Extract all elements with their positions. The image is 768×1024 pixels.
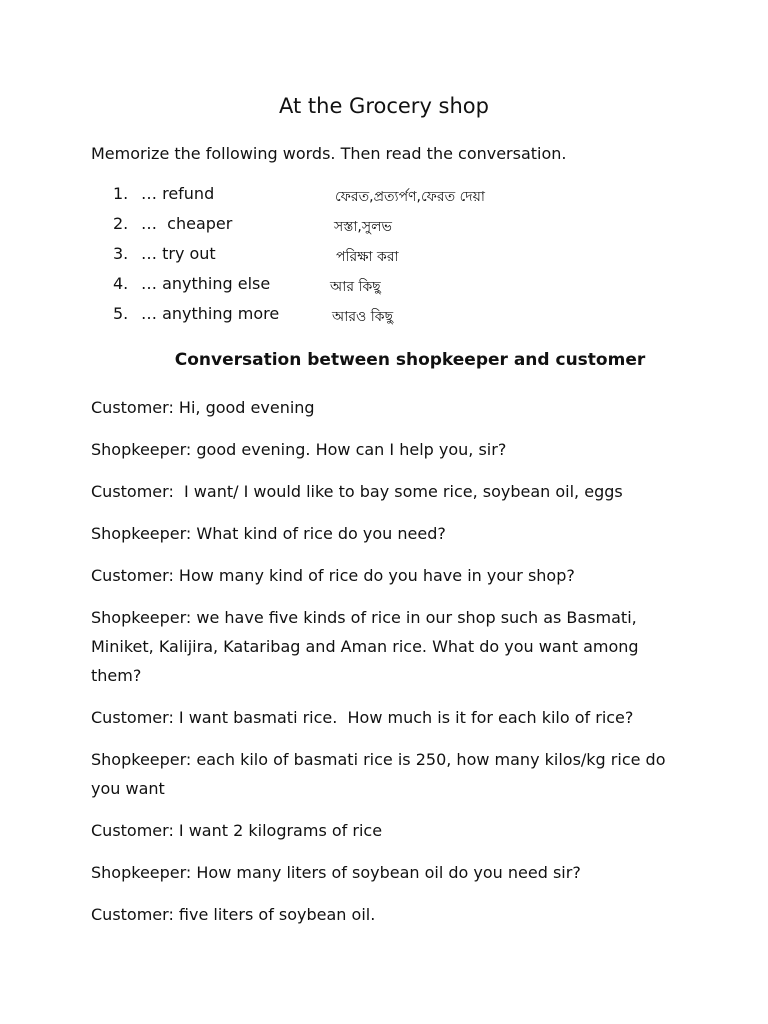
bangla-translation: আর কিছু	[330, 279, 381, 295]
dialogue-line: Customer: five liters of soybean oil.	[91, 905, 376, 924]
item-number: 3.	[113, 244, 129, 263]
vocabulary-item	[113, 304, 593, 334]
conversation	[91, 393, 681, 942]
item-number: 2.	[113, 214, 129, 233]
page-title: At the Grocery shop	[279, 94, 489, 118]
item-number: 4.	[113, 274, 129, 293]
dialogue-line: Customer: I want/ I would like to bay some rice, soybean oil, eggs	[91, 482, 623, 501]
dialogue-line: Shopkeeper: How many liters of soybean oil do you need sir?	[91, 863, 581, 882]
vocabulary-item	[113, 274, 593, 304]
english-word: … anything more	[141, 304, 280, 323]
dialogue-line: Shopkeeper: we have five kinds of rice in our shop such as Basmati, Miniket, Kalijira, Kataribag and Aman rice. What do you want among them?	[91, 608, 644, 685]
english-word: … anything else	[141, 274, 271, 293]
vocabulary-item	[113, 184, 593, 214]
vocabulary-item	[113, 244, 593, 274]
vocabulary-list	[113, 184, 593, 334]
bangla-translation: পরিক্ষা করা	[336, 249, 399, 265]
bangla-translation: আরও কিছু	[332, 309, 394, 325]
dialogue-line: Customer: Hi, good evening	[91, 398, 315, 417]
bangla-translation: সস্তা,সুলভ	[334, 219, 392, 235]
dialogue-line: Customer: I want 2 kilograms of rice	[91, 821, 383, 840]
intro-text: Memorize the following words. Then read the conversation.	[91, 144, 567, 163]
vocabulary-item	[113, 214, 593, 244]
dialogue-line: Customer: I want basmati rice. How much is it for each kilo of rice?	[91, 708, 634, 727]
conversation-heading: Conversation between shopkeeper and customer	[174, 350, 646, 370]
dialogue-line: Customer: How many kind of rice do you have in your shop?	[91, 566, 575, 585]
english-word: … cheaper	[141, 214, 233, 233]
english-word: … try out	[141, 244, 216, 263]
bangla-translation: ফেরত,প্রত্যর্পণ,ফেরত দেয়া	[335, 189, 485, 205]
item-number: 1.	[113, 184, 129, 203]
dialogue-line: Shopkeeper: each kilo of basmati rice is 250, how many kilos/kg rice do you want	[91, 750, 671, 798]
item-number: 5.	[113, 304, 129, 323]
english-word: … refund	[141, 184, 215, 203]
dialogue-line: Shopkeeper: What kind of rice do you need?	[91, 524, 446, 543]
dialogue-line: Shopkeeper: good evening. How can I help you, sir?	[91, 440, 507, 459]
